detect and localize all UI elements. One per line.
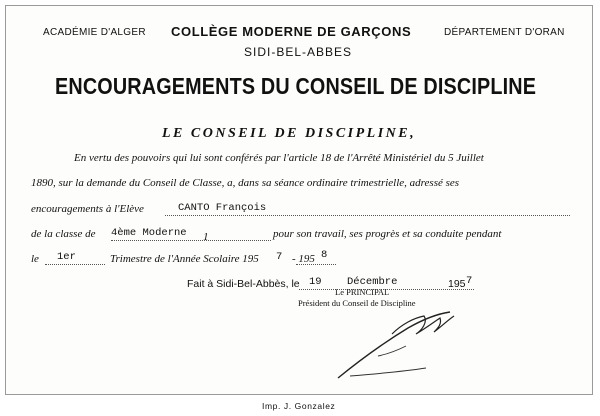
class-name: 4ème Moderne <box>111 227 187 239</box>
date-day: 19 <box>309 276 322 288</box>
class-dotted-line <box>111 240 271 241</box>
body-line-3-prefix: encouragements à l'Elève <box>31 203 144 215</box>
class-suffix: 1 <box>203 231 209 243</box>
year-separator: - 195 <box>292 253 315 265</box>
body-line-1: En vertu des pouvoirs qui lui sont conférés par l'article 18 de l'Arrêté Ministériel du 5 Juillet <box>74 152 484 164</box>
body-line-5-prefix: le <box>31 253 39 265</box>
body-line-2: 1890, sur la demande du Conseil de Classe, a, dans sa séance ordinaire trimestrielle, adressé ses <box>31 177 460 189</box>
body-line-5-middle: Trimestre de l'Année Scolaire 195 <box>110 253 259 265</box>
council-heading: LE CONSEIL DE DISCIPLINE, <box>162 126 417 141</box>
certificate-title: ENCOURAGEMENTS DU CONSEIL DE DISCIPLINE <box>55 73 537 99</box>
year-end-digit: 8 <box>321 249 328 261</box>
handwritten-signature <box>330 298 470 388</box>
trimester-dotted-line <box>45 264 105 265</box>
date-month: Décembre <box>347 276 398 288</box>
year-start-digit: 7 <box>276 251 283 263</box>
date-line-prefix: Fait à Sidi-Bel-Abbès, le <box>187 278 300 290</box>
principal-role: Président du Conseil de Discipline <box>298 298 416 308</box>
printer-credit: Imp. J. Gonzalez <box>262 401 336 411</box>
student-name: CANTO François <box>178 202 267 214</box>
principal-title: Le PRINCIPAL <box>335 287 390 297</box>
department-label: DÉPARTEMENT D'ORAN <box>444 27 565 38</box>
year-dotted-line <box>296 264 336 265</box>
school-name: COLLÈGE MODERNE DE GARÇONS <box>171 24 412 39</box>
academy-label: ACADÉMIE D'ALGER <box>43 27 146 38</box>
date-year-prefix: 195 <box>448 278 466 290</box>
certificate-frame <box>5 5 593 395</box>
school-city: SIDI-BEL-ABBES <box>244 45 353 59</box>
date-year-digit: 7 <box>466 275 473 287</box>
body-line-4-suffix: pour son travail, ses progrès et sa conduite pendant <box>273 228 502 240</box>
student-name-dotted-line <box>165 215 570 216</box>
trimester: 1er <box>57 251 76 263</box>
body-line-4-prefix: de la classe de <box>31 228 96 240</box>
